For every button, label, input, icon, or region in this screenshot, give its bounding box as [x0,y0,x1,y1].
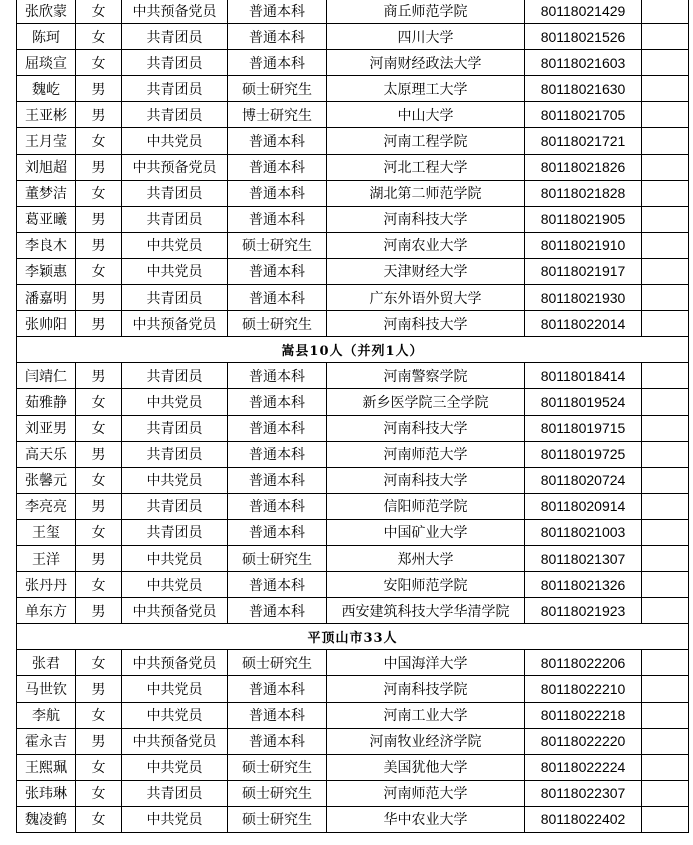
blank-cell [642,206,689,232]
political-status-cell: 中共党员 [122,128,228,154]
blank-cell [642,285,689,311]
education-cell: 普通本科 [228,519,327,545]
education-cell: 博士研究生 [228,102,327,128]
blank-cell [642,545,689,571]
exam-id-cell: 80118022224 [525,754,642,780]
name-cell: 王熙珮 [17,754,76,780]
exam-id-cell: 80118022307 [525,780,642,806]
gender-cell: 男 [76,154,122,180]
education-cell: 普通本科 [228,258,327,284]
education-cell: 普通本科 [228,676,327,702]
school-cell: 安阳师范学院 [327,572,525,598]
political-status-cell: 共青团员 [122,519,228,545]
education-cell: 硕士研究生 [228,780,327,806]
table-row [17,572,689,598]
political-status-cell: 中共党员 [122,232,228,258]
political-status-cell: 中共党员 [122,467,228,493]
gender-cell: 男 [76,598,122,624]
table-row [17,206,689,232]
table-row [17,441,689,467]
name-cell: 李颖惠 [17,258,76,284]
gender-cell: 男 [76,441,122,467]
table-row [17,311,689,337]
name-cell: 霍永吉 [17,728,76,754]
education-cell: 普通本科 [228,389,327,415]
gender-cell: 女 [76,572,122,598]
table-row [17,180,689,206]
section-header-row [17,624,689,650]
blank-cell [642,728,689,754]
name-cell: 马世钦 [17,676,76,702]
political-status-cell: 共青团员 [122,206,228,232]
school-cell: 河南警察学院 [327,363,525,389]
gender-cell: 男 [76,206,122,232]
blank-cell [642,676,689,702]
political-status-cell: 共青团员 [122,441,228,467]
gender-cell: 女 [76,389,122,415]
table-row [17,50,689,76]
school-cell: 河南师范大学 [327,780,525,806]
school-cell: 太原理工大学 [327,76,525,102]
school-cell: 河南工业大学 [327,702,525,728]
blank-cell [642,311,689,337]
exam-id-cell: 80118020914 [525,493,642,519]
gender-cell: 女 [76,467,122,493]
political-status-cell: 共青团员 [122,363,228,389]
exam-id-cell: 80118021826 [525,154,642,180]
table-row [17,493,689,519]
exam-id-cell: 80118021910 [525,232,642,258]
education-cell: 普通本科 [228,728,327,754]
table-row [17,728,689,754]
name-cell: 高天乐 [17,441,76,467]
name-cell: 董梦洁 [17,180,76,206]
school-cell: 河南科技学院 [327,676,525,702]
gender-cell: 女 [76,0,122,24]
gender-cell: 男 [76,676,122,702]
education-cell: 普通本科 [228,128,327,154]
blank-cell [642,258,689,284]
name-cell: 王玺 [17,519,76,545]
exam-id-cell: 80118021917 [525,258,642,284]
school-cell: 美国犹他大学 [327,754,525,780]
exam-id-cell: 80118022206 [525,650,642,676]
political-status-cell: 共青团员 [122,180,228,206]
school-cell: 中山大学 [327,102,525,128]
blank-cell [642,650,689,676]
name-cell: 王月莹 [17,128,76,154]
blank-cell [642,441,689,467]
table-row [17,467,689,493]
table-row [17,806,689,832]
school-cell: 河北工程大学 [327,154,525,180]
blank-cell [642,519,689,545]
blank-cell [642,24,689,50]
political-status-cell: 共青团员 [122,24,228,50]
school-cell: 河南科技大学 [327,415,525,441]
table-row [17,128,689,154]
education-cell: 硕士研究生 [228,545,327,571]
school-cell: 中国矿业大学 [327,519,525,545]
political-status-cell: 中共党员 [122,702,228,728]
name-cell: 李良木 [17,232,76,258]
gender-cell: 女 [76,415,122,441]
school-cell: 河南师范大学 [327,441,525,467]
school-cell: 商丘师范学院 [327,0,525,24]
exam-id-cell: 80118019715 [525,415,642,441]
table-row [17,676,689,702]
education-cell: 普通本科 [228,572,327,598]
education-cell: 普通本科 [228,598,327,624]
education-cell: 普通本科 [228,180,327,206]
school-cell: 中国海洋大学 [327,650,525,676]
blank-cell [642,0,689,24]
education-cell: 普通本科 [228,154,327,180]
exam-id-cell: 80118021003 [525,519,642,545]
school-cell: 郑州大学 [327,545,525,571]
name-cell: 张欣蒙 [17,0,76,24]
blank-cell [642,467,689,493]
name-cell: 魏屹 [17,76,76,102]
education-cell: 普通本科 [228,415,327,441]
school-cell: 湖北第二师范学院 [327,180,525,206]
blank-cell [642,572,689,598]
name-cell: 陈珂 [17,24,76,50]
exam-id-cell: 80118020724 [525,467,642,493]
political-status-cell: 共青团员 [122,285,228,311]
gender-cell: 女 [76,702,122,728]
gender-cell: 女 [76,519,122,545]
education-cell: 普通本科 [228,363,327,389]
school-cell: 新乡医学院三全学院 [327,389,525,415]
school-cell: 河南科技大学 [327,311,525,337]
blank-cell [642,389,689,415]
education-cell: 普通本科 [228,50,327,76]
table-row [17,285,689,311]
political-status-cell: 中共党员 [122,676,228,702]
gender-cell: 女 [76,258,122,284]
exam-id-cell: 80118021828 [525,180,642,206]
exam-id-cell: 80118021905 [525,206,642,232]
name-cell: 张玮琳 [17,780,76,806]
gender-cell: 男 [76,232,122,258]
name-cell: 张丹丹 [17,572,76,598]
school-cell: 天津财经大学 [327,258,525,284]
blank-cell [642,702,689,728]
political-status-cell: 共青团员 [122,102,228,128]
table-row [17,258,689,284]
name-cell: 潘嘉明 [17,285,76,311]
education-cell: 硕士研究生 [228,76,327,102]
gender-cell: 女 [76,754,122,780]
section-header: 嵩县10人（并列1人） [17,337,689,363]
table-row [17,76,689,102]
name-cell: 刘旭超 [17,154,76,180]
blank-cell [642,780,689,806]
political-status-cell: 共青团员 [122,415,228,441]
exam-id-cell: 80118022220 [525,728,642,754]
blank-cell [642,363,689,389]
gender-cell: 女 [76,128,122,154]
exam-id-cell: 80118018414 [525,363,642,389]
school-cell: 西安建筑科技大学华清学院 [327,598,525,624]
table-row [17,650,689,676]
gender-cell: 男 [76,363,122,389]
school-cell: 河南工程学院 [327,128,525,154]
school-cell: 河南牧业经济学院 [327,728,525,754]
blank-cell [642,493,689,519]
school-cell: 四川大学 [327,24,525,50]
name-cell: 张帅阳 [17,311,76,337]
political-status-cell: 中共党员 [122,545,228,571]
education-cell: 硕士研究生 [228,232,327,258]
exam-id-cell: 80118021721 [525,128,642,154]
name-cell: 李航 [17,702,76,728]
exam-id-cell: 80118022218 [525,702,642,728]
political-status-cell: 中共党员 [122,572,228,598]
table-row [17,24,689,50]
table-row [17,598,689,624]
gender-cell: 女 [76,180,122,206]
education-cell: 普通本科 [228,24,327,50]
exam-id-cell: 80118021526 [525,24,642,50]
candidate-table [16,0,689,833]
political-status-cell: 共青团员 [122,50,228,76]
blank-cell [642,754,689,780]
education-cell: 硕士研究生 [228,650,327,676]
political-status-cell: 中共预备党员 [122,154,228,180]
name-cell: 葛亚曦 [17,206,76,232]
blank-cell [642,415,689,441]
table-row [17,519,689,545]
political-status-cell: 中共预备党员 [122,0,228,24]
school-cell: 华中农业大学 [327,806,525,832]
table-row [17,102,689,128]
blank-cell [642,76,689,102]
table-row [17,363,689,389]
political-status-cell: 共青团员 [122,76,228,102]
exam-id-cell: 80118022014 [525,311,642,337]
school-cell: 河南科技大学 [327,467,525,493]
exam-id-cell: 80118019725 [525,441,642,467]
table-row [17,702,689,728]
blank-cell [642,50,689,76]
political-status-cell: 中共党员 [122,389,228,415]
exam-id-cell: 80118022402 [525,806,642,832]
name-cell: 魏凌鹤 [17,806,76,832]
political-status-cell: 共青团员 [122,493,228,519]
school-cell: 广东外语外贸大学 [327,285,525,311]
exam-id-cell: 80118021930 [525,285,642,311]
education-cell: 普通本科 [228,702,327,728]
name-cell: 刘亚男 [17,415,76,441]
exam-id-cell: 80118021705 [525,102,642,128]
gender-cell: 女 [76,780,122,806]
gender-cell: 男 [76,285,122,311]
table-row [17,232,689,258]
table-row [17,0,689,24]
political-status-cell: 共青团员 [122,780,228,806]
blank-cell [642,102,689,128]
gender-cell: 女 [76,806,122,832]
gender-cell: 女 [76,650,122,676]
education-cell: 普通本科 [228,285,327,311]
name-cell: 王亚彬 [17,102,76,128]
education-cell: 普通本科 [228,493,327,519]
school-cell: 河南科技大学 [327,206,525,232]
gender-cell: 男 [76,728,122,754]
exam-id-cell: 80118022210 [525,676,642,702]
school-cell: 信阳师范学院 [327,493,525,519]
exam-id-cell: 80118021307 [525,545,642,571]
gender-cell: 女 [76,50,122,76]
gender-cell: 女 [76,24,122,50]
political-status-cell: 中共预备党员 [122,311,228,337]
exam-id-cell: 80118021603 [525,50,642,76]
table-row [17,415,689,441]
table-row [17,389,689,415]
political-status-cell: 中共党员 [122,258,228,284]
gender-cell: 男 [76,311,122,337]
blank-cell [642,806,689,832]
school-cell: 河南农业大学 [327,232,525,258]
political-status-cell: 中共预备党员 [122,728,228,754]
name-cell: 张馨元 [17,467,76,493]
political-status-cell: 中共党员 [122,754,228,780]
exam-id-cell: 80118019524 [525,389,642,415]
gender-cell: 男 [76,102,122,128]
section-header-row [17,337,689,363]
education-cell: 硕士研究生 [228,754,327,780]
section-header: 平顶山市33人 [17,624,689,650]
education-cell: 普通本科 [228,467,327,493]
blank-cell [642,128,689,154]
blank-cell [642,180,689,206]
name-cell: 李亮亮 [17,493,76,519]
education-cell: 硕士研究生 [228,311,327,337]
gender-cell: 男 [76,545,122,571]
exam-id-cell: 80118021923 [525,598,642,624]
blank-cell [642,598,689,624]
table-row [17,780,689,806]
education-cell: 普通本科 [228,206,327,232]
gender-cell: 男 [76,493,122,519]
name-cell: 茹雅静 [17,389,76,415]
name-cell: 张君 [17,650,76,676]
name-cell: 闫靖仁 [17,363,76,389]
candidate-table-body [17,0,689,833]
education-cell: 普通本科 [228,441,327,467]
table-row [17,545,689,571]
political-status-cell: 中共预备党员 [122,598,228,624]
name-cell: 屈琰宣 [17,50,76,76]
table-row [17,754,689,780]
blank-cell [642,154,689,180]
name-cell: 王洋 [17,545,76,571]
name-cell: 单东方 [17,598,76,624]
exam-id-cell: 80118021429 [525,0,642,24]
gender-cell: 男 [76,76,122,102]
political-status-cell: 中共党员 [122,806,228,832]
exam-id-cell: 80118021630 [525,76,642,102]
blank-cell [642,232,689,258]
political-status-cell: 中共预备党员 [122,650,228,676]
education-cell: 硕士研究生 [228,806,327,832]
education-cell: 普通本科 [228,0,327,24]
exam-id-cell: 80118021326 [525,572,642,598]
school-cell: 河南财经政法大学 [327,50,525,76]
table-row [17,154,689,180]
